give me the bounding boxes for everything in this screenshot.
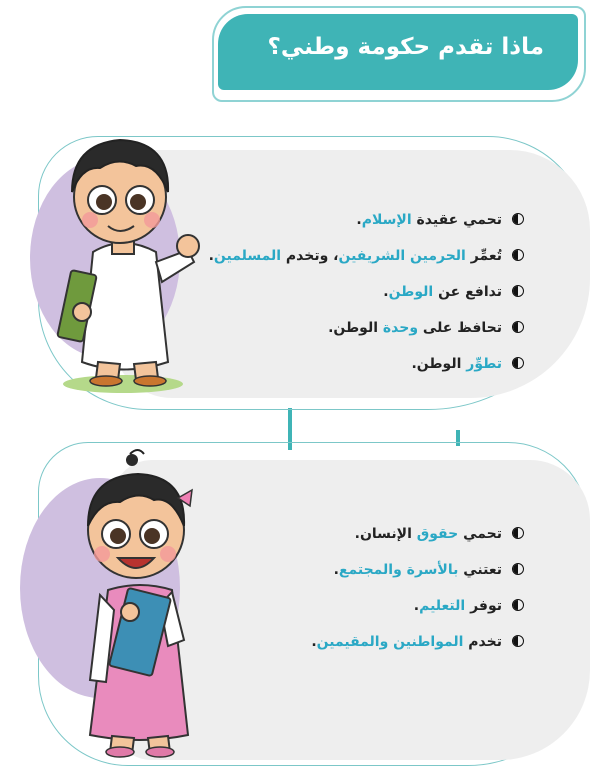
- half-circle-bullet-icon: [512, 635, 524, 647]
- page-title: ماذا تقدم حكومة وطني؟: [267, 34, 544, 60]
- item-text: ، وتخدم: [281, 248, 339, 264]
- item-text: الوطن.: [411, 356, 467, 372]
- item-text: .: [383, 284, 389, 300]
- highlighted-text: تطوِّر: [466, 356, 502, 372]
- highlighted-text: حقوق: [416, 526, 459, 542]
- highlighted-text: المسلمين: [213, 248, 282, 264]
- item-text: توفر: [465, 598, 502, 614]
- highlighted-text: الإسلام: [361, 212, 412, 228]
- list-item: [209, 244, 524, 280]
- half-circle-bullet-icon: [512, 563, 524, 575]
- list-item: [311, 522, 524, 558]
- item-text: تدافع عن: [433, 284, 502, 300]
- item-text: تحمي: [458, 526, 502, 542]
- highlighted-text: الوطن: [388, 284, 434, 300]
- half-circle-bullet-icon: [512, 249, 524, 261]
- list-item: [311, 558, 524, 594]
- list-item: [311, 594, 524, 630]
- half-circle-bullet-icon: [512, 285, 524, 297]
- item-text: تخدم: [463, 634, 502, 650]
- highlighted-text: التعليم: [419, 598, 466, 614]
- list-item: [209, 316, 524, 352]
- item-text: الوطن.: [328, 320, 383, 336]
- section2-list: [311, 522, 524, 666]
- item-text: .: [208, 248, 214, 264]
- item-text: الإنسان.: [354, 526, 417, 542]
- list-item: [209, 280, 524, 316]
- half-circle-bullet-icon: [512, 321, 524, 333]
- boy-illustration: [38, 122, 208, 397]
- highlighted-text: المواطنين والمقيمين: [316, 634, 464, 650]
- list-item: [209, 352, 524, 388]
- title-banner: [218, 14, 578, 90]
- item-text: تعتني: [458, 562, 502, 578]
- item-text: .: [333, 562, 339, 578]
- item-text: تُعمِّر: [465, 248, 502, 264]
- item-text: .: [356, 212, 362, 228]
- highlighted-text: بالأسرة والمجتمع: [338, 562, 459, 578]
- list-item: [209, 208, 524, 244]
- section1-list: [209, 208, 524, 388]
- item-text: تحافظ على: [418, 320, 502, 336]
- item-text: .: [311, 634, 317, 650]
- list-item: [311, 630, 524, 666]
- highlighted-text: وحدة: [382, 320, 419, 336]
- girl-illustration: [60, 440, 220, 760]
- half-circle-bullet-icon: [512, 599, 524, 611]
- half-circle-bullet-icon: [512, 213, 524, 225]
- highlighted-text: الحرمين الشريفين: [338, 248, 466, 264]
- half-circle-bullet-icon: [512, 527, 524, 539]
- item-text: تحمي عقيدة: [411, 212, 502, 228]
- item-text: .: [413, 598, 420, 614]
- half-circle-bullet-icon: [512, 357, 524, 369]
